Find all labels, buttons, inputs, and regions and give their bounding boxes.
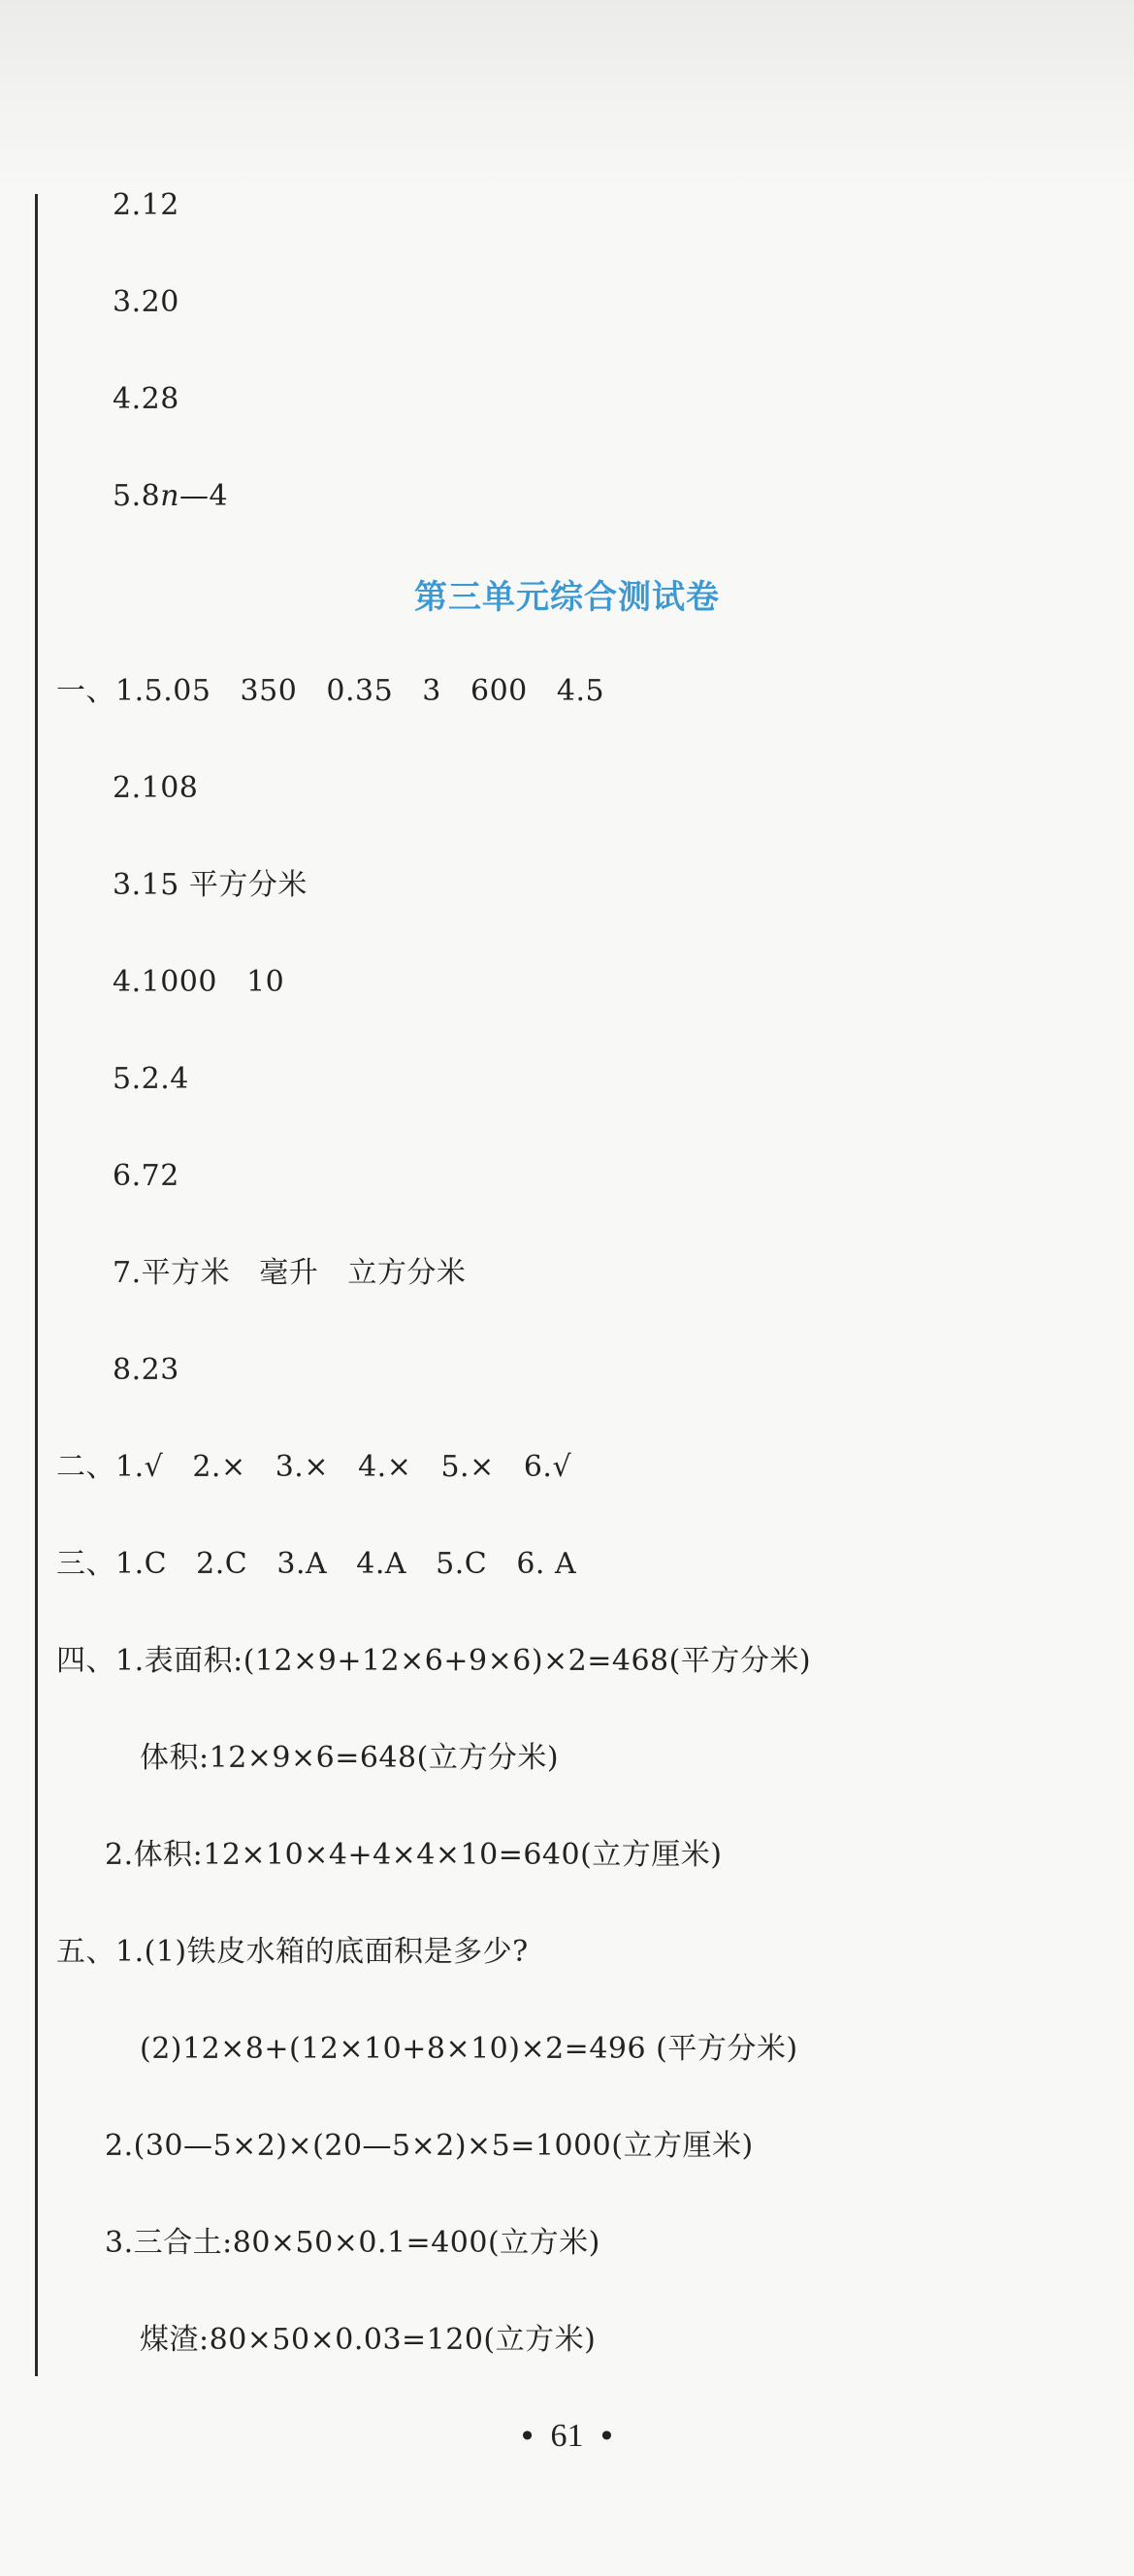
answer-line: (2)12×8+(12×10+8×10)×2=496 (平方分米)	[140, 2032, 798, 2066]
section-title: 第三单元综合测试卷	[414, 578, 720, 617]
answer-line: 2.(30—5×2)×(20—5×2)×5=1000(立方厘米)	[105, 2129, 754, 2163]
answer-line-formula	[113, 477, 228, 516]
answer-line: 2.12	[113, 188, 179, 222]
answer-line: 2.108	[113, 771, 199, 805]
answer-line: 4.1000 10	[113, 965, 285, 999]
answer-line: 四、1.表面积:(12×9+12×6+9×6)×2=468(平方分米)	[56, 1644, 812, 1678]
page-number-dot: •	[600, 2418, 613, 2454]
answer-line: 三、1.C 2.C 3.A 4.A 5.C 6. A	[56, 1547, 577, 1581]
page-number-dot: •	[521, 2418, 534, 2454]
answer-line: 7.平方米 毫升 立方分米	[113, 1256, 467, 1290]
answer-line: 体积:12×9×6=648(立方分米)	[140, 1741, 560, 1775]
answer-line: 五、1.(1)铁皮水箱的底面积是多少?	[56, 1935, 529, 1969]
formula-suffix: —4	[179, 479, 229, 513]
answer-line: 4.28	[113, 382, 179, 416]
answer-line: 6.72	[113, 1159, 179, 1193]
answer-line: 煤渣:80×50×0.03=120(立方米)	[140, 2323, 597, 2357]
answer-line: 8.23	[113, 1353, 179, 1387]
answer-line: 3.20	[113, 285, 179, 319]
answer-line: 2.体积:12×10×4+4×4×10=640(立方厘米)	[105, 1838, 723, 1872]
answer-line: 3.三合土:80×50×0.1=400(立方米)	[105, 2226, 600, 2260]
left-margin-rule	[35, 194, 38, 2376]
page-number	[0, 2415, 1134, 2458]
answer-line: 二、1.√ 2.× 3.× 4.× 5.× 6.√	[56, 1450, 572, 1484]
formula-prefix: 5.8	[113, 479, 161, 513]
formula-variable: n	[160, 479, 180, 513]
page-number-value: 61	[550, 2418, 584, 2454]
answer-line: 5.2.4	[113, 1062, 189, 1096]
answer-line: 3.15 平方分米	[113, 868, 308, 902]
answer-line: 一、1.5.05 350 0.35 3 600 4.5	[56, 674, 605, 708]
